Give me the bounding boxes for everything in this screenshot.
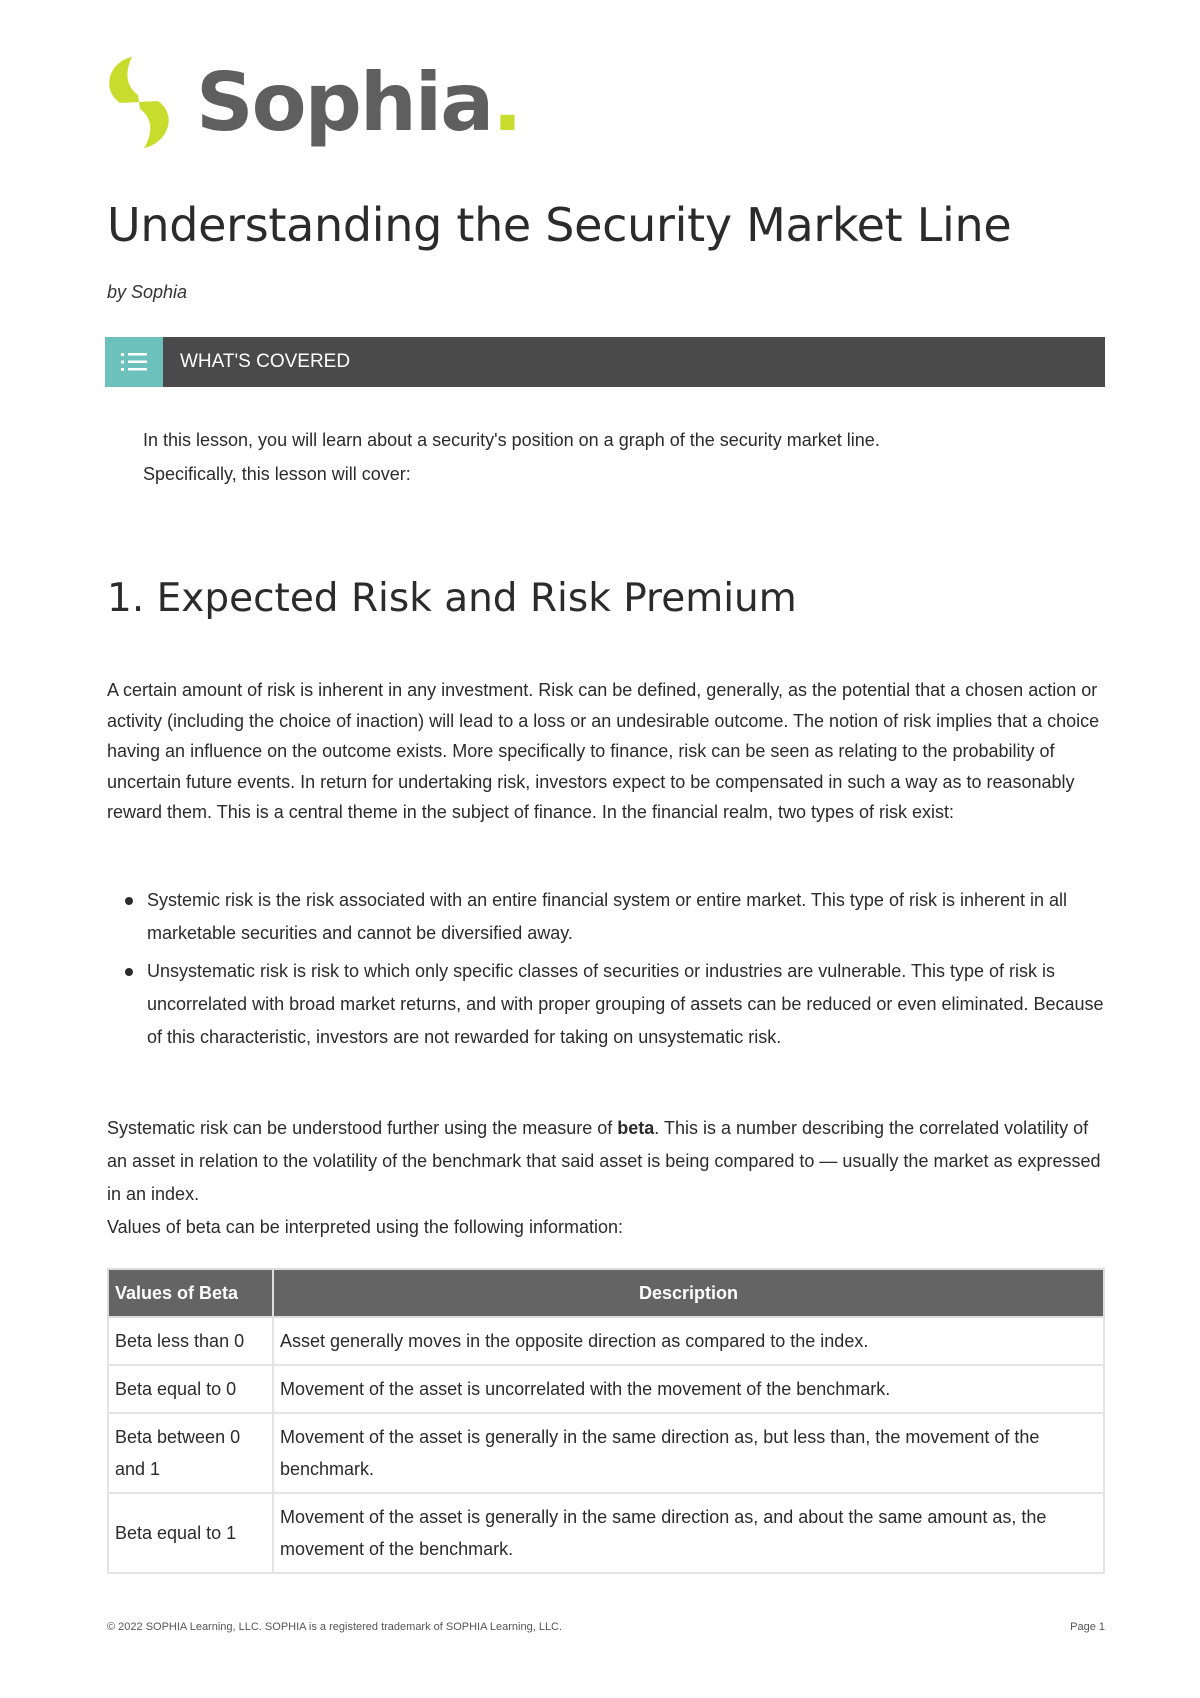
logo-wordmark: Sophia.	[196, 55, 521, 149]
table-cell: Beta equal to 0	[108, 1365, 273, 1413]
sophia-leaf-icon	[104, 55, 174, 150]
page-footer	[107, 1621, 1105, 1633]
covered-intro	[143, 423, 1043, 491]
table-header-row	[108, 1269, 1104, 1317]
intro-line: Specifically, this lesson will cover:	[143, 464, 411, 484]
paragraph-beta: Systematic risk can be understood further using the measure of beta. This is a number describing the correlated volatility of an asset in relation to the volatility of the benchmark that said asset is being compared to — usually the market as expressed in an index. Values of beta can be interpreted using the following information:	[107, 1118, 1101, 1237]
copyright-text: © 2022 SOPHIA Learning, LLC. SOPHIA is a registered trademark of SOPHIA Learning, LLC.	[107, 1621, 563, 1633]
table-cell: Beta between 0 and 1	[108, 1413, 273, 1493]
intro-line: In this lesson, you will learn about a security's position on a graph of the security market line.	[143, 430, 880, 450]
column-header: Values of Beta	[108, 1269, 273, 1317]
list-item: Systemic risk is the risk associated with an entire financial system or entire market. This type of risk is inherent in all marketable securities and cannot be diversified away.	[107, 884, 1107, 950]
page-number: Page 1	[1070, 1621, 1105, 1633]
table-cell: Movement of the asset is uncorrelated with the movement of the benchmark.	[273, 1365, 1104, 1413]
beta-values-table	[107, 1268, 1105, 1574]
table-cell: Beta less than 0	[108, 1317, 273, 1365]
table-cell: Movement of the asset is generally in the same direction as, and about the same amount as, the movement of the benchmark.	[273, 1493, 1104, 1573]
byline: by Sophia	[107, 282, 188, 302]
beta-term: beta	[617, 1118, 655, 1138]
list-item: Unsystematic risk is risk to which only specific classes of securities or industries are vulnerable. This type of risk is uncorrelated with broad market returns, and with proper grouping of assets can be reduced or even eliminated. Because of this characteristic, investors are not rewarded for taking on unsystematic risk.	[107, 955, 1107, 1054]
risk-types-list	[107, 884, 1107, 1059]
column-header: Description	[273, 1269, 1104, 1317]
section-heading: 1. Expected Risk and Risk Premium	[107, 576, 797, 621]
page-title: Understanding the Security Market Line	[107, 198, 1012, 252]
paragraph: A certain amount of risk is inherent in any investment. Risk can be defined, generally, as the potential that a chosen action or activity (including the choice of inaction) will lead to a loss or an undesirable outcome. The notion of risk implies that a choice having an influence on the outcome exists. More specifically to finance, risk can be seen as relating to the probability of uncertain future events. In return for undertaking risk, investors expect to be compensated in such a way as to reasonably reward them. This is a central theme in the subject of finance. In the financial realm, two types of risk exist:	[107, 680, 1100, 822]
table-row	[108, 1493, 1104, 1573]
table-cell: Movement of the asset is generally in the same direction as, but less than, the movement of the benchmark.	[273, 1413, 1104, 1493]
table-cell: Asset generally moves in the opposite direction as compared to the index.	[273, 1317, 1104, 1365]
list-icon	[105, 337, 163, 387]
whats-covered-label: WHAT'S COVERED	[180, 351, 351, 372]
table-row	[108, 1317, 1104, 1365]
whats-covered-bar	[105, 337, 1105, 387]
table-row	[108, 1365, 1104, 1413]
sophia-logo	[104, 55, 521, 150]
table-cell: Beta equal to 1	[108, 1493, 273, 1573]
table-row	[108, 1413, 1104, 1493]
